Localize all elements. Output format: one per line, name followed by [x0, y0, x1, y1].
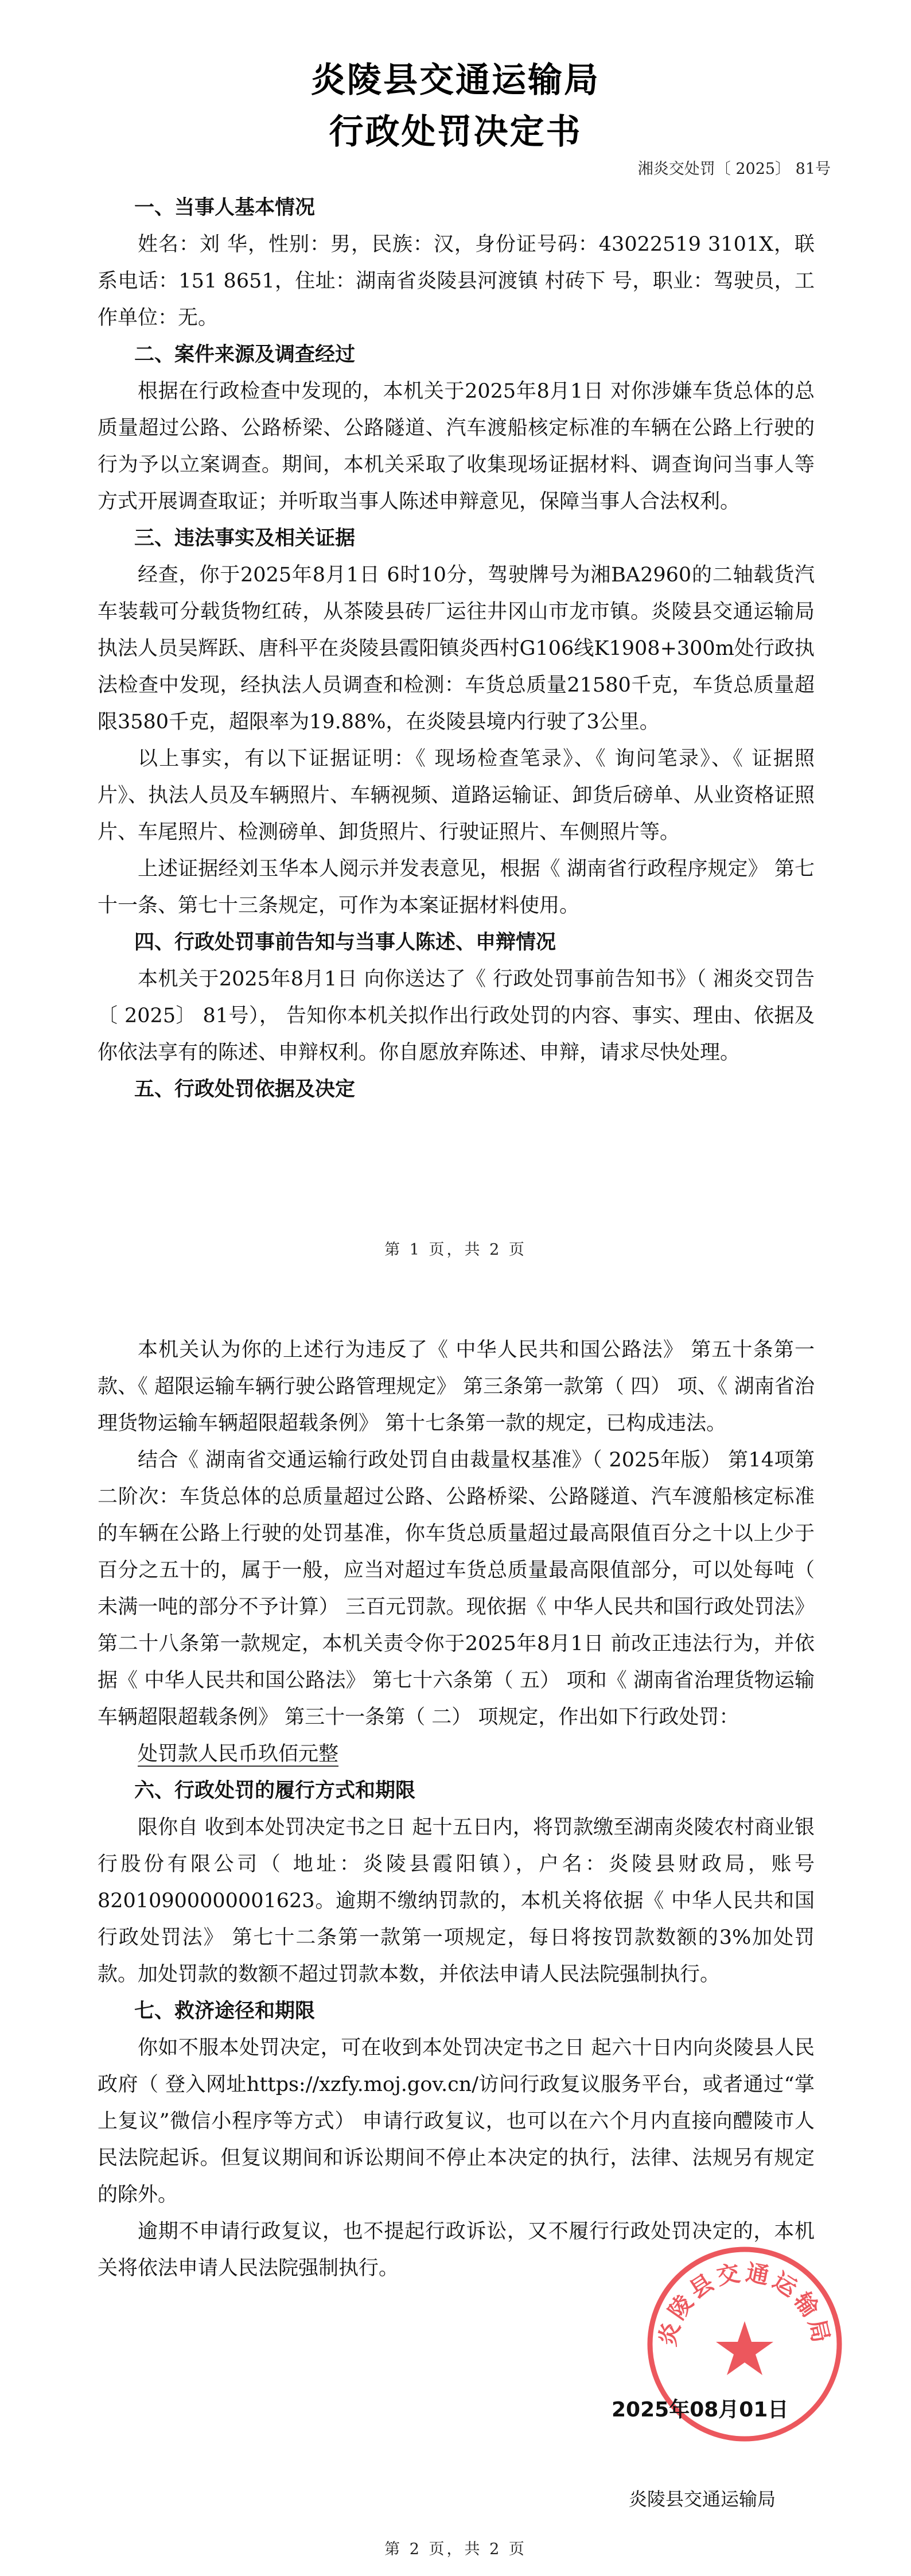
section-heading-remedy: 七、救济途径和期限 [134, 2000, 316, 2023]
paragraph-penalty-basis: 结合《 湖南省交通运输行政处罚自由裁量权基准》（ 2025年版） 第14项第二阶次：车货总体的总质量超过公路、公路桥梁、公路隧道、汽车渡船核定标准的车辆在公路上行驶的处罚基准，你车货总质量超过最高限值百分之十以上少于百分之五十的，属于一般，应当对超过车货总质量最高限值部分，可以处每吨（ 未满一吨的部分不予计算） 三百元罚款。现依据《 中华人民共和国行政处罚法》 第二十八条第一款规定，本机关责令你于2025年8月1日 前改正违法行为，并依据《 中华人民共和国公路法》 第七十六条第（ 五） 项和《 湖南省治理货物运输车辆超限超载条例》 第三十一条第（ 二） 项规定，作出如下行政处罚： [98, 1449, 815, 1729]
section-heading-performance: 六、行政处罚的履行方式和期限 [134, 1779, 416, 1802]
issuing-agency-signature: 炎陵县交通运输局 [629, 2488, 776, 2510]
penalty-amount-text: 处罚款人民币玖佰元整 [138, 1743, 339, 1766]
paragraph-facts: 经查，你于2025年8月1日 6时10分，驾驶牌号为湘BA2960的二轴载货汽车装载可分载货物红砖，从茶陵县砖厂运往井冈山市龙市镇。炎陵县交通运输局执法人员吴辉跃、唐科平在炎陵县霞阳镇炎西村G106线K1908+300m处行政执法检查中发现，经执法人员调查和检测：车货总质量21580千克，车货总质量超限3580千克，超限率为19.88%，在炎陵县境内行驶了3公里。 [98, 564, 815, 734]
paragraph-payment-terms: 限你自 收到本处罚决定书之日 起十五日内，将罚款缴至湖南炎陵农村商业银行股份有限公司（ 地址：炎陵县霞阳镇），户名：炎陵县财政局，账号 82010900000001623。逾期不缴纳罚款的，本机关将依据《 中华人民共和国行政处罚法》 第七十二条第一款第一项规定，每日将按罚款数额的3%加处罚款。加处罚款的数额不超过罚款本数，并依法申请人民法院强制执行。 [98, 1816, 815, 1986]
paragraph-appeal-rights: 你如不服本处罚决定，可在收到本处罚决定书之日 起六十日内向炎陵县人民政府（ 登入网址https://xzfy.moj.gov.cn/访问行政复议服务平台，或者通过“掌上复议”微信小程序等方式） 申请行政复议，也可以在六个月内直接向醴陵市人民法院起诉。但复议期间和诉讼期间不停止本决定的执行，法律、法规另有规定的除外。 [98, 2036, 815, 2206]
document-page-2 [0, 1288, 911, 2576]
section-heading-notice: 四、行政处罚事前告知与当事人陈述、申辩情况 [134, 931, 556, 954]
document-number: 湘炎交处罚〔 2025〕 81号 [637, 160, 831, 178]
paragraph-enforcement: 逾期不申请行政复议，也不提起行政诉讼，又不履行行政处罚决定的，本机关将依法申请人民法院强制执行。 [98, 2220, 815, 2280]
section-heading-source: 二、案件来源及调查经过 [134, 343, 356, 366]
paragraph-prior-notice: 本机关于2025年8月1日 向你送达了《 行政处罚事前告知书》（ 湘炎交罚告〔 2025〕 81号）， 告知你本机关拟作出行政处罚的内容、事实、理由、依据及你依法享有的陈述、申辩权利。你自愿放弃陈述、申辩，请求尽快处理。 [98, 968, 815, 1064]
page-number-1: 第 1 页，共 2 页 [384, 1241, 527, 1259]
paragraph-penalty-amount [98, 1736, 815, 1772]
section-heading-basis: 五、行政处罚依据及决定 [134, 1078, 356, 1101]
paragraph-case-source: 根据在行政检查中发现的，本机关于2025年8月1日 对你涉嫌车货总体的总质量超过公路、公路桥梁、公路隧道、汽车渡船核定标准的车辆在公路上行驶的行为予以立案调查。期间，本机关采取了收集现场证据材料、调查询问当事人等方式开展调查取证；并听取当事人陈述申辩意见，保障当事人合法权利。 [98, 380, 815, 513]
paragraph-evidence-list: 以上事实，有以下证据证明：《 现场检查笔录》、《 询问笔录》、《 证据照片》、执法人员及车辆照片、车辆视频、道路运输证、卸货后磅单、从业资格证照片、车尾照片、检测磅单、卸货照片、行驶证照片、车侧照片等。 [98, 747, 815, 844]
section-heading-party: 一、当事人基本情况 [134, 196, 316, 219]
paragraph-party-info: 姓名：刘 华，性别：男，民族：汉，身份证号码：43022519 3101X，联系电话：151 8651，住址：湖南省炎陵县河渡镇 村砖下 号，职业：驾驶员，工作单位：无。 [98, 233, 815, 329]
seal-star-icon [716, 2321, 773, 2375]
paragraph-legal-violation: 本机关认为你的上述行为违反了《 中华人民共和国公路法》 第五十条第一款、《 超限运输车辆行驶公路管理规定》 第三条第一款第（ 四） 项、《 湖南省治理货物运输车辆超限超载条例》 第十七条第一款的规定，已构成违法。 [98, 1339, 815, 1435]
decision-date: 2025年08月01日 [612, 2398, 789, 2422]
page1-body [98, 189, 815, 1108]
page2-body [98, 1332, 815, 2287]
svg-text:炎陵县交通运输局: 炎陵县交通运输局 [654, 2259, 835, 2349]
paragraph-evidence-validity: 上述证据经刘玉华本人阅示并发表意见，根据《 湖南省行政程序规定》 第七十一条、第七十三条规定，可作为本案证据材料使用。 [98, 858, 815, 917]
document-title-type: 行政处罚决定书 [329, 112, 582, 152]
document-title-agency: 炎陵县交通运输局 [311, 60, 600, 100]
section-heading-facts: 三、违法事实及相关证据 [134, 527, 356, 550]
page-number-2: 第 2 页，共 2 页 [384, 2540, 527, 2558]
